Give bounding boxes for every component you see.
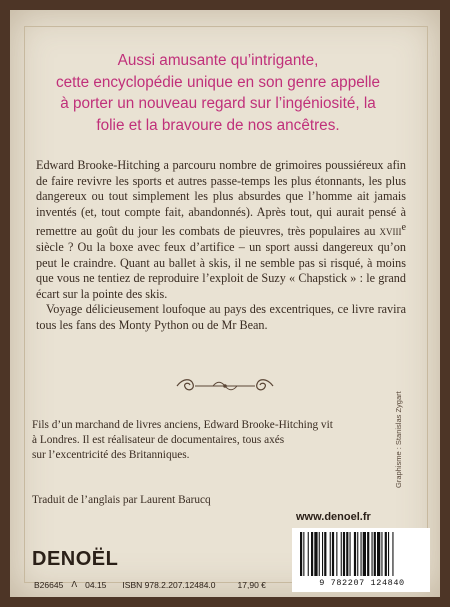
publisher-logo: DENOËL — [32, 548, 119, 570]
barcode-bar — [388, 532, 389, 576]
price: 17,90 € — [237, 579, 266, 590]
bio-line: Fils d’un marchand de livres anciens, Edward Brooke-Hitching vit — [32, 419, 333, 431]
barcode-bar — [308, 532, 309, 576]
barcode-bar — [324, 532, 326, 576]
bio-line: sur l’excentricité des Britanniques. — [32, 449, 190, 462]
century-superscript: e — [401, 222, 406, 234]
intro-line: cette encyclopédie unique en son genre appelle — [55, 73, 381, 91]
bio-line: à Londres. Il est réalisateur de documentaires, tous axés — [32, 434, 285, 447]
barcode-bar — [392, 532, 393, 576]
barcode-bar — [332, 532, 334, 576]
paragraph-text: siècle ? Ou la boxe avec feux d’artifice – un sport aussi dangereux qu’on peut le craindre. Quant au ballet à skis, il ne semble pas si risqué, à moins que vous ne tentiez de reproduire l’exploit de Suzy « Chapstick » : le grand écart sur la pointe des skis. — [36, 240, 406, 301]
barcode-bar — [300, 532, 302, 576]
barcode-bar — [367, 532, 369, 576]
barcode-bar — [311, 532, 313, 576]
barcode-bar — [319, 532, 320, 576]
barcode-bar — [350, 532, 351, 576]
barcode-digits: 9 782207 124840 — [319, 578, 405, 588]
catalog-info — [34, 579, 266, 590]
catalog-date: 04.15 — [85, 579, 107, 590]
barcode-bar — [385, 532, 387, 576]
barcode-bar — [374, 532, 376, 576]
barcode-bar — [336, 532, 337, 576]
barcode-bar — [330, 532, 331, 576]
intro-line: Aussi amusante qu’intrigante, — [117, 52, 319, 69]
barcode-bar — [343, 532, 345, 576]
barcode-bar — [322, 532, 323, 576]
paper-panel — [10, 10, 440, 597]
barcode-bar — [363, 532, 366, 576]
description-paragraph: Voyage délicieusement loufoque au pays des excentriques, ce livre ravira tous les fans des Monty Python ou de Mr Bean. — [36, 302, 406, 332]
barcode-bar — [381, 532, 382, 576]
barcode-bar — [357, 532, 358, 576]
barcode-bar — [361, 532, 362, 576]
paragraph-text: dward Brooke-Hitching a parcouru nombre de grimoires poussiéreux afin de faire revivre les sports et autres passe-temps les plus étonnants, les plus dangereux ou tout simplement les plus absurdes que l’homme ait jamais inventés (et, tout compte fait, abandonnés). Après tout, qui aurait pensé à remettre au goût du jour les combats de pieuvres, très populaires au — [36, 158, 406, 239]
barcode-bar — [377, 532, 380, 576]
catalog-glyph: ⴷ — [71, 579, 78, 589]
barcode-bar — [303, 532, 304, 576]
barcode-bar — [354, 532, 356, 576]
drop-cap: E — [36, 158, 44, 172]
translator-credit: Traduit de l’anglais par Laurent Barucq — [32, 494, 211, 506]
description-paragraph — [36, 158, 406, 302]
barcode-bar — [346, 532, 348, 576]
intro-line: folie et la bravoure de nos ancêtres. — [96, 116, 340, 134]
publisher-website: www.denoel.fr — [296, 511, 371, 523]
description — [36, 158, 406, 334]
isbn: ISBN 978.2.207.12484.0 — [122, 579, 216, 590]
barcode-bar — [341, 532, 342, 576]
ornament-divider — [173, 375, 277, 397]
barcode-bar — [314, 532, 317, 576]
century-numeral: xviii — [379, 224, 402, 239]
intro-line: à porter un nouveau regard sur l’ingéniosité, la — [60, 95, 376, 112]
barcode-bars — [298, 532, 424, 578]
intro-blurb — [38, 50, 398, 136]
barcode-bar — [372, 532, 373, 576]
catalog-code: B26645 — [34, 579, 64, 590]
barcode — [292, 528, 430, 592]
author-bio — [32, 418, 392, 464]
design-credit: Graphisme : Stanislas Zygart — [394, 391, 403, 488]
